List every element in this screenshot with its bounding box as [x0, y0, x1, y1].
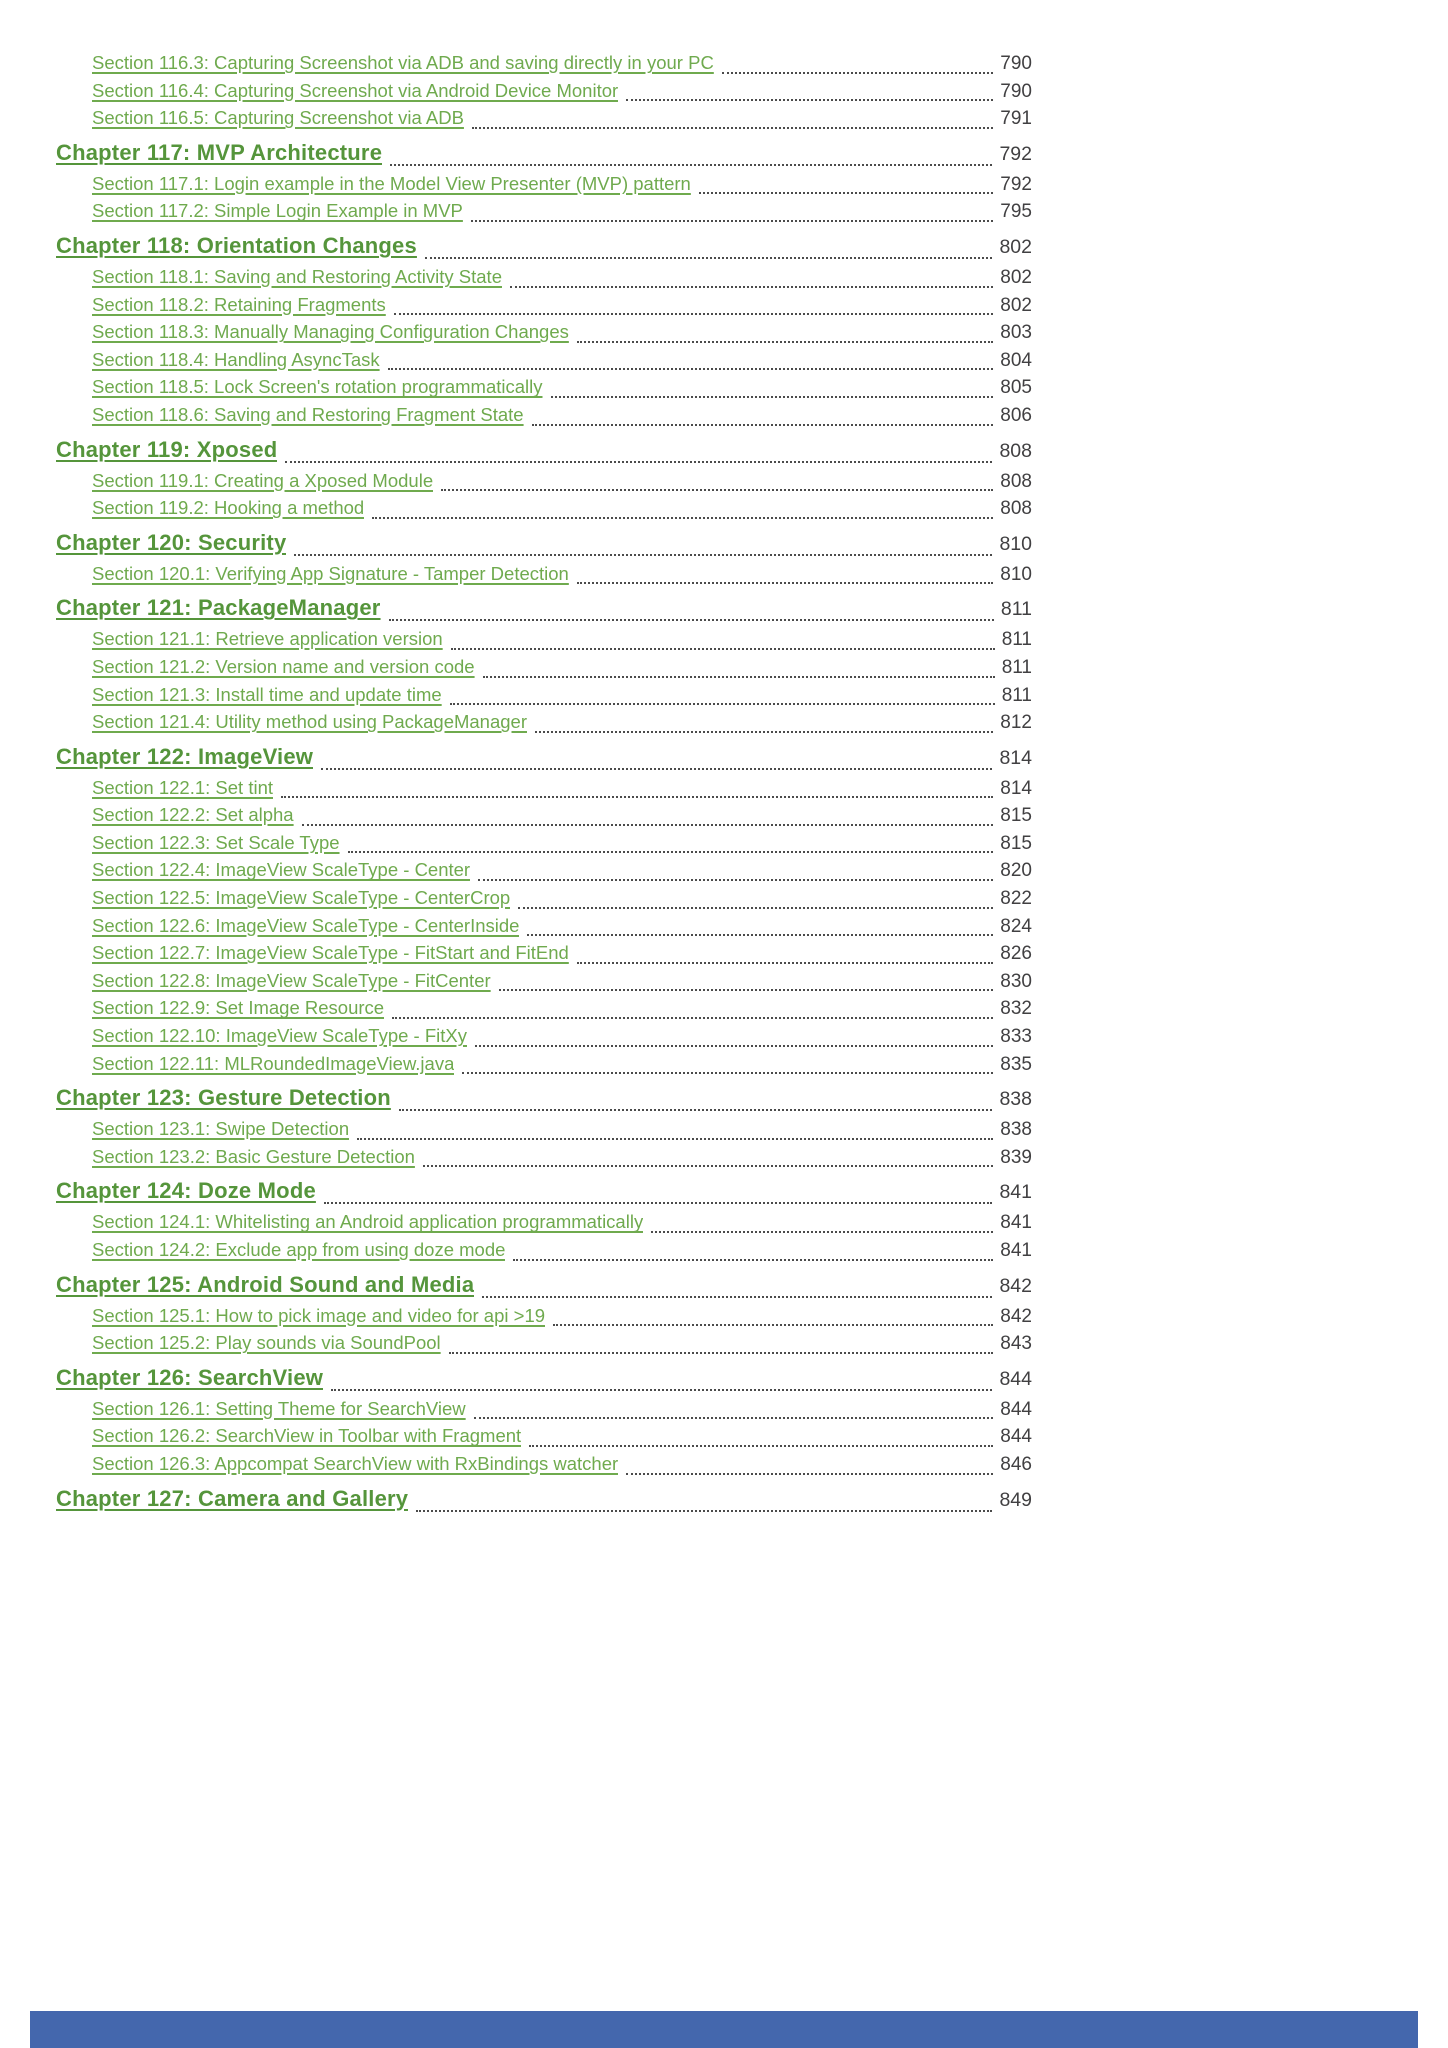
toc-entry-link[interactable]: Section 123.1: Swipe Detection — [92, 1118, 350, 1140]
dot-leader — [416, 1510, 992, 1512]
dot-leader — [392, 1017, 993, 1019]
toc-row-section — [56, 200, 1032, 228]
toc-row-section — [56, 887, 1032, 915]
dot-leader — [294, 554, 992, 556]
toc-entry-link[interactable]: Chapter 118: Orientation Changes — [56, 232, 417, 258]
page-number: 790 — [1000, 53, 1032, 74]
toc-row-section — [56, 349, 1032, 377]
toc-entry-link[interactable]: Chapter 120: Security — [56, 529, 287, 555]
page-number: 791 — [1000, 108, 1032, 130]
page-number: 802 — [1000, 294, 1032, 316]
page-number: 844 — [999, 1367, 1032, 1390]
toc-row-chapter — [56, 1178, 1032, 1211]
page-number: 835 — [1000, 1053, 1032, 1075]
page-number: 804 — [1000, 349, 1032, 371]
dot-leader — [510, 286, 993, 288]
page-number: 811 — [1001, 656, 1032, 678]
page-number: 824 — [1000, 915, 1032, 937]
toc-row-section — [56, 404, 1032, 432]
toc-entry-link[interactable]: Chapter 123: Gesture Detection — [56, 1085, 391, 1111]
toc-entry-link[interactable]: Section 116.4: Capturing Screenshot via Android Device Monitor — [92, 79, 619, 101]
page-number: 811 — [1000, 598, 1032, 621]
toc-entry-link[interactable]: Section 122.10: ImageView ScaleType - FitXy — [92, 1025, 467, 1047]
dot-leader — [499, 989, 994, 991]
page-number: 808 — [999, 439, 1032, 462]
page-number: 844 — [1000, 1426, 1032, 1448]
toc-entry-link[interactable]: Section 121.1: Retrieve application version — [92, 628, 443, 650]
toc-entry-link[interactable]: Section 124.1: Whitelisting an Android application programmatically — [92, 1211, 644, 1233]
toc-row-section — [56, 52, 1032, 80]
toc-entry-link[interactable]: Section 118.6: Saving and Restoring Fragment State — [92, 403, 524, 425]
toc-entry-link[interactable]: Chapter 127: Camera and Gallery — [56, 1485, 409, 1511]
dot-leader — [483, 676, 995, 678]
dot-leader — [423, 1165, 993, 1167]
toc-entry-link[interactable]: Section 125.1: How to pick image and video for api >19 — [92, 1304, 546, 1326]
page-number: 810 — [999, 532, 1032, 555]
toc-row-section — [56, 1305, 1032, 1333]
toc-entry-link[interactable]: Section 118.1: Saving and Restoring Activity State — [92, 265, 502, 287]
toc-row-section — [56, 497, 1032, 525]
toc-entry-link[interactable]: Section 119.2: Hooking a method — [92, 497, 365, 519]
dot-leader — [399, 1109, 993, 1111]
page-number: 792 — [999, 142, 1032, 165]
page-number: 815 — [1000, 805, 1032, 827]
toc-row-section — [56, 804, 1032, 832]
toc-row-section — [56, 1146, 1032, 1174]
dot-leader — [577, 582, 993, 584]
toc-row-section — [56, 832, 1032, 860]
toc-row-section — [56, 1425, 1032, 1453]
toc-entry-link[interactable]: Chapter 126: SearchView — [56, 1364, 324, 1390]
page-number: 839 — [1000, 1146, 1032, 1168]
toc-row-section — [56, 1025, 1032, 1053]
dot-leader — [529, 1445, 993, 1447]
page-number: 811 — [1001, 629, 1032, 651]
toc-entry-link[interactable]: Section 118.2: Retaining Fragments — [92, 293, 386, 315]
toc-row-section — [56, 1118, 1032, 1146]
page-number: 808 — [1000, 470, 1032, 492]
toc-row-section — [56, 376, 1032, 404]
table-of-contents — [56, 52, 1032, 1519]
page-number: 830 — [1000, 970, 1032, 992]
dot-leader — [285, 461, 992, 463]
toc-row-section — [56, 684, 1032, 712]
toc-entry-link[interactable]: Chapter 122: ImageView — [56, 743, 314, 769]
toc-entry-link[interactable]: Section 124.2: Exclude app from using doze mode — [92, 1239, 506, 1260]
dot-leader — [357, 1138, 993, 1140]
toc-row-section — [56, 777, 1032, 805]
toc-entry-link[interactable]: Section 125.2: Play sounds via SoundPool — [92, 1332, 441, 1354]
dot-leader — [450, 703, 995, 705]
page-number: 838 — [999, 1088, 1032, 1111]
toc-entry-link[interactable]: Section 122.5: ImageView ScaleType - CenterCrop — [92, 887, 511, 909]
dot-leader — [532, 424, 994, 426]
dot-leader — [577, 962, 993, 964]
toc-row-chapter — [56, 437, 1032, 470]
dot-leader — [389, 619, 994, 621]
toc-entry-link[interactable]: Section 121.2: Version name and version code — [92, 655, 475, 677]
toc-entry-link[interactable]: Section 121.4: Utility method using PackageManager — [92, 711, 528, 733]
toc-entry-link[interactable]: Chapter 121: PackageManager — [56, 595, 381, 621]
page-number: 838 — [1000, 1119, 1032, 1141]
toc-entry-link[interactable]: Section 118.3: Manually Managing Configuration Changes — [92, 321, 569, 343]
dot-leader — [722, 72, 993, 74]
page-number: 814 — [1000, 777, 1032, 799]
dot-leader — [535, 731, 993, 733]
toc-entry-link[interactable]: Section 122.7: ImageView ScaleType - FitStart and FitEnd — [92, 942, 569, 964]
toc-entry-link[interactable]: Section 122.9: Set Image Resource — [92, 997, 385, 1019]
dot-leader — [324, 1202, 993, 1204]
page-number: 806 — [1000, 404, 1032, 426]
dot-leader — [553, 1324, 993, 1326]
toc-entry-link[interactable]: Chapter 117: MVP Architecture — [56, 139, 383, 165]
page-number: 811 — [1001, 684, 1032, 706]
page-number: 846 — [1000, 1453, 1032, 1475]
toc-entry-link[interactable]: Section 122.8: ImageView ScaleType - FitCenter — [92, 969, 491, 991]
dot-leader — [474, 1417, 994, 1419]
dot-leader — [281, 796, 993, 798]
dot-leader — [518, 907, 993, 909]
toc-row-section — [56, 294, 1032, 322]
dot-leader — [388, 368, 994, 370]
page-number: 842 — [999, 1274, 1032, 1297]
dot-leader — [425, 257, 993, 259]
toc-row-section — [56, 656, 1032, 684]
dot-leader — [390, 164, 992, 166]
toc-entry-link[interactable]: Section 121.3: Install time and update time — [92, 683, 442, 705]
toc-row-chapter — [56, 1085, 1032, 1118]
page-number: 843 — [1000, 1333, 1032, 1355]
page-number: 842 — [1000, 1305, 1032, 1327]
toc-row-section — [56, 1398, 1032, 1426]
dot-leader — [302, 824, 994, 826]
page-number: 849 — [999, 1488, 1032, 1511]
page-number: 832 — [1000, 998, 1032, 1020]
dot-leader — [441, 489, 993, 491]
toc-row-section — [56, 1453, 1032, 1481]
page-number: 810 — [1000, 563, 1032, 585]
toc-entry-link[interactable]: Chapter 124: Doze Mode — [56, 1178, 316, 1204]
toc-row-section — [56, 915, 1032, 943]
page-number: 815 — [1000, 832, 1032, 854]
toc-row-section — [56, 970, 1032, 998]
toc-row-section — [56, 321, 1032, 349]
toc-row-section — [56, 1332, 1032, 1360]
toc-entry-link[interactable]: Section 117.1: Login example in the Model View Presenter (MVP) pattern — [92, 172, 691, 194]
page-number: 833 — [1000, 1026, 1032, 1048]
dot-leader — [699, 192, 993, 194]
toc-entry-link[interactable]: Section 118.5: Lock Screen's rotation programmatically — [92, 376, 543, 398]
dot-leader — [451, 648, 995, 650]
page-number: 802 — [1000, 266, 1032, 288]
page-number: 803 — [1000, 322, 1032, 344]
dot-leader — [331, 1389, 992, 1391]
dot-leader — [551, 396, 994, 398]
toc-row-section — [56, 80, 1032, 108]
toc-entry-link[interactable]: Section 119.1: Creating a Xposed Module — [92, 469, 434, 491]
page-number: 841 — [999, 1181, 1032, 1204]
toc-row-section — [56, 266, 1032, 294]
dot-leader — [513, 1259, 993, 1261]
page-number: 805 — [1000, 377, 1032, 399]
toc-entry-link[interactable]: Section 122.4: ImageView ScaleType - Center — [92, 859, 471, 881]
toc-row-chapter — [56, 744, 1032, 777]
page-number: 841 — [1000, 1212, 1032, 1234]
toc-row-section — [56, 563, 1032, 591]
page-number: 826 — [1000, 943, 1032, 965]
toc-row-section — [56, 628, 1032, 656]
toc-row-chapter — [56, 1272, 1032, 1305]
toc-row-chapter — [56, 530, 1032, 563]
toc-row-section — [56, 711, 1032, 739]
dot-leader — [472, 127, 993, 129]
page-number: 841 — [1000, 1240, 1032, 1261]
toc-entry-link[interactable]: Section 116.3: Capturing Screenshot via ADB and saving directly in your PC — [92, 52, 714, 73]
toc-row-section — [56, 173, 1032, 201]
dot-leader — [482, 1296, 992, 1298]
toc-row-section — [56, 107, 1032, 135]
toc-row-section — [56, 1239, 1032, 1267]
dot-leader — [372, 517, 993, 519]
toc-entry-link[interactable]: Section 126.3: Appcompat SearchView with RxBindings watcher — [92, 1452, 619, 1474]
toc-entry-link[interactable]: Section 122.1: Set tint — [92, 776, 274, 798]
toc-entry-link[interactable]: Section 122.6: ImageView ScaleType - CenterInside — [92, 914, 520, 936]
toc-entry-link[interactable]: Section 126.2: SearchView in Toolbar with Fragment — [92, 1425, 522, 1447]
dot-leader — [449, 1352, 994, 1354]
toc-row-section — [56, 997, 1032, 1025]
dot-leader — [348, 851, 994, 853]
toc-row-section — [56, 942, 1032, 970]
dot-leader — [626, 1473, 993, 1475]
toc-row-chapter — [56, 140, 1032, 173]
toc-entry-link[interactable]: Section 126.1: Setting Theme for SearchView — [92, 1397, 466, 1419]
dot-leader — [475, 1045, 993, 1047]
dot-leader — [626, 99, 993, 101]
toc-entry-link[interactable]: Section 123.2: Basic Gesture Detection — [92, 1145, 415, 1167]
page-number: 820 — [1000, 860, 1032, 882]
toc-row-chapter — [56, 1365, 1032, 1398]
toc-entry-link[interactable]: Section 122.11: MLRoundedImageView.java — [92, 1052, 455, 1074]
toc-row-section — [56, 1211, 1032, 1239]
dot-leader — [577, 341, 993, 343]
page-number: 808 — [1000, 498, 1032, 520]
dot-leader — [651, 1231, 993, 1233]
toc-row-chapter — [56, 595, 1032, 628]
dot-leader — [478, 879, 993, 881]
toc-entry-link[interactable]: Chapter 119: Xposed — [56, 436, 278, 462]
page-number: 844 — [1000, 1398, 1032, 1420]
toc-row-section — [56, 1053, 1032, 1081]
page-number: 822 — [1000, 888, 1032, 910]
footer-bar — [30, 2011, 1418, 2048]
toc-row-section — [56, 859, 1032, 887]
toc-entry-link[interactable]: Section 118.4: Handling AsyncTask — [92, 348, 380, 370]
toc-entry-link[interactable]: Section 116.5: Capturing Screenshot via ADB — [92, 107, 464, 129]
toc-entry-link[interactable]: Section 122.2: Set alpha — [92, 804, 294, 826]
toc-row-section — [56, 470, 1032, 498]
dot-leader — [321, 768, 992, 770]
page-number: 795 — [1000, 201, 1032, 223]
toc-entry-link[interactable]: Section 122.3: Set Scale Type — [92, 831, 340, 853]
dot-leader — [527, 934, 993, 936]
toc-entry-link[interactable]: Section 117.2: Simple Login Example in MVP — [92, 200, 463, 222]
toc-entry-link[interactable]: Chapter 125: Android Sound and Media — [56, 1271, 475, 1297]
page-number: 792 — [1000, 173, 1032, 195]
page-number: 802 — [999, 235, 1032, 258]
toc-entry-link[interactable]: Section 120.1: Verifying App Signature - Tamper Detection — [92, 562, 569, 584]
page-number: 790 — [1000, 80, 1032, 102]
toc-row-chapter — [56, 233, 1032, 266]
toc-row-chapter — [56, 1486, 1032, 1519]
page-number: 812 — [1000, 712, 1032, 734]
dot-leader — [471, 220, 993, 222]
dot-leader — [394, 313, 994, 315]
page-number: 814 — [999, 746, 1032, 769]
dot-leader — [462, 1072, 993, 1074]
